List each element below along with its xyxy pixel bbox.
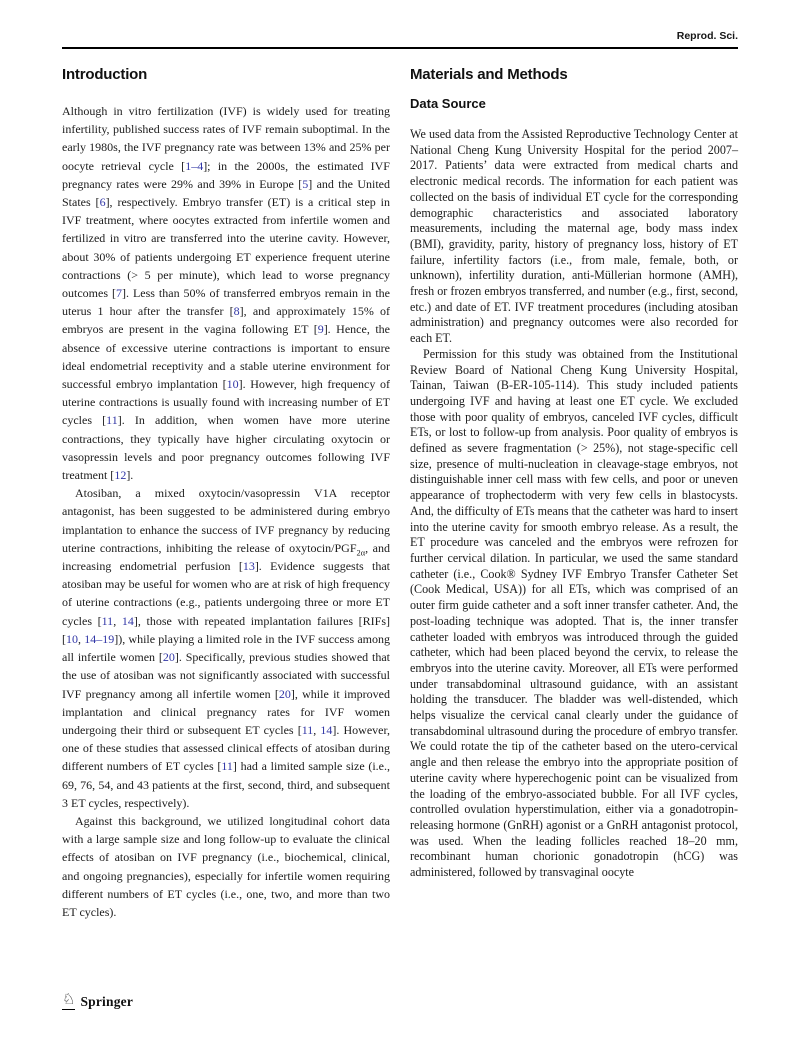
text-run: ]. However, high frequency of uterine contractions is usually found with increasing number of ET cycles [: [62, 377, 390, 428]
text-run: ]. Less than 50% of transferred embryos remain in the uterus 1 hour after the transfer [: [62, 286, 390, 319]
subscript: 2α: [356, 548, 366, 558]
methods-paragraphs: [410, 127, 738, 881]
citation-link[interactable]: 10: [226, 377, 239, 392]
section-heading-introduction: Introduction: [62, 66, 148, 83]
citation-link[interactable]: 14–19: [84, 631, 115, 646]
text-run: ]; in the 2000s, the estimated IVF pregnancy rates were 29% and 39% in Europe [: [62, 158, 390, 191]
text-run: ].: [126, 468, 134, 483]
citation-link[interactable]: 11: [221, 759, 233, 774]
citation-link[interactable]: 11: [101, 613, 114, 628]
text-run: Atosiban, a mixed oxytocin/vasopressin V1A receptor antagonist, has been suggested to be administered during embryo implantation to enhance the success of IVF pregnancy by reducing uterine contractions, inhibiting the release of oxytocin/PGF: [62, 486, 390, 555]
citation-link[interactable]: 5: [302, 176, 309, 191]
citation-link[interactable]: 14: [121, 613, 134, 628]
citation-link[interactable]: 20: [278, 686, 291, 701]
paragraph: [62, 812, 390, 921]
citation-link[interactable]: 11: [106, 413, 118, 428]
text-run: ], those with repeated implantation failures [RIFs] [: [62, 613, 390, 646]
citation-link[interactable]: 12: [114, 468, 127, 483]
header-rule: [62, 47, 738, 49]
citation-link[interactable]: 10: [66, 631, 78, 646]
publisher-logo-text: Springer: [80, 994, 134, 1009]
text-run: ]), while playing a limited role in the IVF success among all infertile women [: [62, 631, 390, 665]
text-run: ]. In addition, when women have more uterine contractions, they typically have higher circulating oxytocin or vasopressin levels and poor pregnancy outcomes following IVF treatment [: [62, 413, 391, 483]
left-column: [62, 66, 390, 921]
citation-link[interactable]: 9: [317, 322, 324, 337]
paragraph: [410, 347, 738, 881]
right-column: [410, 66, 738, 921]
subsection-heading-data-source: Data Source: [410, 96, 486, 111]
journal-name: Reprod. Sci.: [676, 30, 738, 42]
publisher-footer: [62, 993, 133, 1010]
text-run: ,: [313, 722, 321, 737]
text-run: ,: [78, 631, 85, 646]
citation-link[interactable]: 7: [115, 286, 122, 301]
citation-link[interactable]: 14: [320, 722, 333, 737]
citation-link[interactable]: 1–4: [185, 158, 204, 173]
text-run: ], respectively. Embryo transfer (ET) is a critical step in IVF treatment, where oocytes extracted from infertile women and fertilized in vitro are transferred into the uterine cavity. However, about 30% of patients undergoing ET experience frequent uterine contractions (> 5 per minute), which lead to worse pregnancy outcomes [: [62, 195, 391, 301]
citation-link[interactable]: 20: [162, 650, 175, 665]
text-run: ]. Specifically, previous studies showed that the use of atosiban was not significantly associated with successful IVF pregnancy among all infertile women [: [62, 650, 391, 701]
text-run: ]. Hence, the absence of excessive uterine contractions is important to ensure ideal endometrial receptivity and a stable uterine environment for successful embryo implantation [: [62, 322, 390, 392]
text-run: Although in vitro fertilization (IVF) is widely used for treating infertility, published success rates of IVF remain suboptimal. In the early 1980s, the IVF pregnancy rate was between 13% and 25% per oocyte retrieval cycle [: [62, 104, 390, 173]
text-run: ]. Evidence suggests that atosiban may be useful for women who are at risk of high frequency of uterine contractions (e.g., patients undergoing three or more ET cycles [: [62, 559, 390, 628]
paragraph: [410, 127, 738, 347]
text-run: ] and the United States [: [62, 176, 390, 210]
citation-link[interactable]: 6: [99, 195, 106, 210]
text-run: ] had a limited sample size (i.e., 69, 76, 54, and 43 patients at the first, second, third, and subsequent 3 ET cycles, respectively).: [62, 759, 390, 810]
citation-link[interactable]: 13: [242, 559, 255, 574]
paragraph: [62, 484, 390, 812]
text-run: ,: [113, 613, 122, 628]
text-run: , and increasing endometrial perfusion [: [62, 540, 390, 574]
springer-horse-icon: ♘: [62, 992, 76, 1008]
text-run: ], and approximately 15% of embryos are present in the vagina following ET [: [62, 304, 391, 337]
citation-link[interactable]: 8: [233, 304, 240, 319]
text-run: ], while it improved implantation and clinical pregnancy rates for IVF women undergoing their third or subsequent ET cycles [: [62, 686, 390, 737]
paragraph: [62, 102, 390, 484]
text-run: ]. However, one of these studies that assessed clinical effects of atosiban during different numbers of ET cycles [: [62, 722, 391, 774]
section-heading-materials-and-methods: Materials and Methods: [410, 66, 568, 83]
text-run: We used data from the Assisted Reproductive Technology Center at National Cheng Kung University Hospital for the period 2007–2017. Patients’ data were extracted from medical charts and electronic medical records. The information for each patient was collected on the basis of individual ET cycle for the corresponding demographic characteristics and associated laboratory measurements, including the maternal age, body mass index (BMI), gravidity, parity, history of pregnancy loss, history of ET failure, infertility factors (i.e., from male, female, both, or unknown), infertility duration, anti-Müllerian hormone (AMH), fresh or frozen embryos transferred, and number (e.g., first, second, etc.) and date of ET. IVF treatment procedures (including atosiban administration) and pregnancy outcomes were also recorded for each ET.: [410, 127, 738, 346]
citation-link[interactable]: 11: [301, 722, 314, 737]
text-run: Permission for this study was obtained from the Institutional Review Board of National Cheng Kung University Hospital, Tainan, Taiwan (B-ER-105-114). This study included patients undergoing IVF and having at least one ET cycle. We excluded those with poor quality of embryos, canceled IVF cycles, difficult ETs, or lost to follow-up from analysis. Poor quality of embryos is defined as severe fragmentation (> 25%), not stage-specific cell size, presence of multi-nucleation in cleavage-stage embryos, not distinguishable inner cell mass with few cells, and poor or uneven appearance of trophectoderm with very few cells in blastocysts. And, the difficulty of ETs means that the catheter was hard to insert into the uterine cavity for smooth embryo release. As a result, the ET procedure was canceled and the embryos were refrozen for further cervical dilation. In particular, we used the same standard catheter (i.e., Cook® Sydney IVF Embryo Transfer Catheter Set (Cook Medical, USA)) for all ETs, which was comprised of an outer firm guide catheter and a soft inner transfer catheter. And, the post-loading technique was adopted. That is, the inner transfer catheter loaded with embryos was introduced through the guided catheter, which had been placed beyond the cervix, to release the embryos into the uterine cavity. Moreover, all ETs were performed under transabdominal ultrasound guidance, with an assistant holding the transducer. The bladder was well-distended, which helps visualize the cervical canal clearly under the guidance of transabdominal ultrasound during the procedure of embryo transfer. We could rotate the tip of the catheter based on the utero-cervical angle and then release the embryo into the appropriate position of uterine cavity where hyperechogenic point can be visualized from the loading of the embryo-associated bubble. For all IVF cycles, controlled ovulation hyperstimulation, either via a gonadotropin-releasing hormone (GnRH) agonist or a GnRH antagonist protocol, was used. When the leading follicles reached 18–20 mm, recombinant human chorionic gonadotropin (hCG) was administered, followed by transvaginal oocyte: [410, 346, 738, 880]
text-run: Against this background, we utilized longitudinal cohort data with a large sample size and long follow-up to evaluate the clinical effects of atosiban on IVF pregnancy (i.e., biochemical, clinical, and ongoing pregnancies), especially for infertile women requiring different numbers of ET cycles (i.e., one, two, and more than two ET cycles).: [62, 813, 390, 919]
two-column-body: [62, 66, 738, 921]
introduction-paragraphs: [62, 102, 390, 921]
